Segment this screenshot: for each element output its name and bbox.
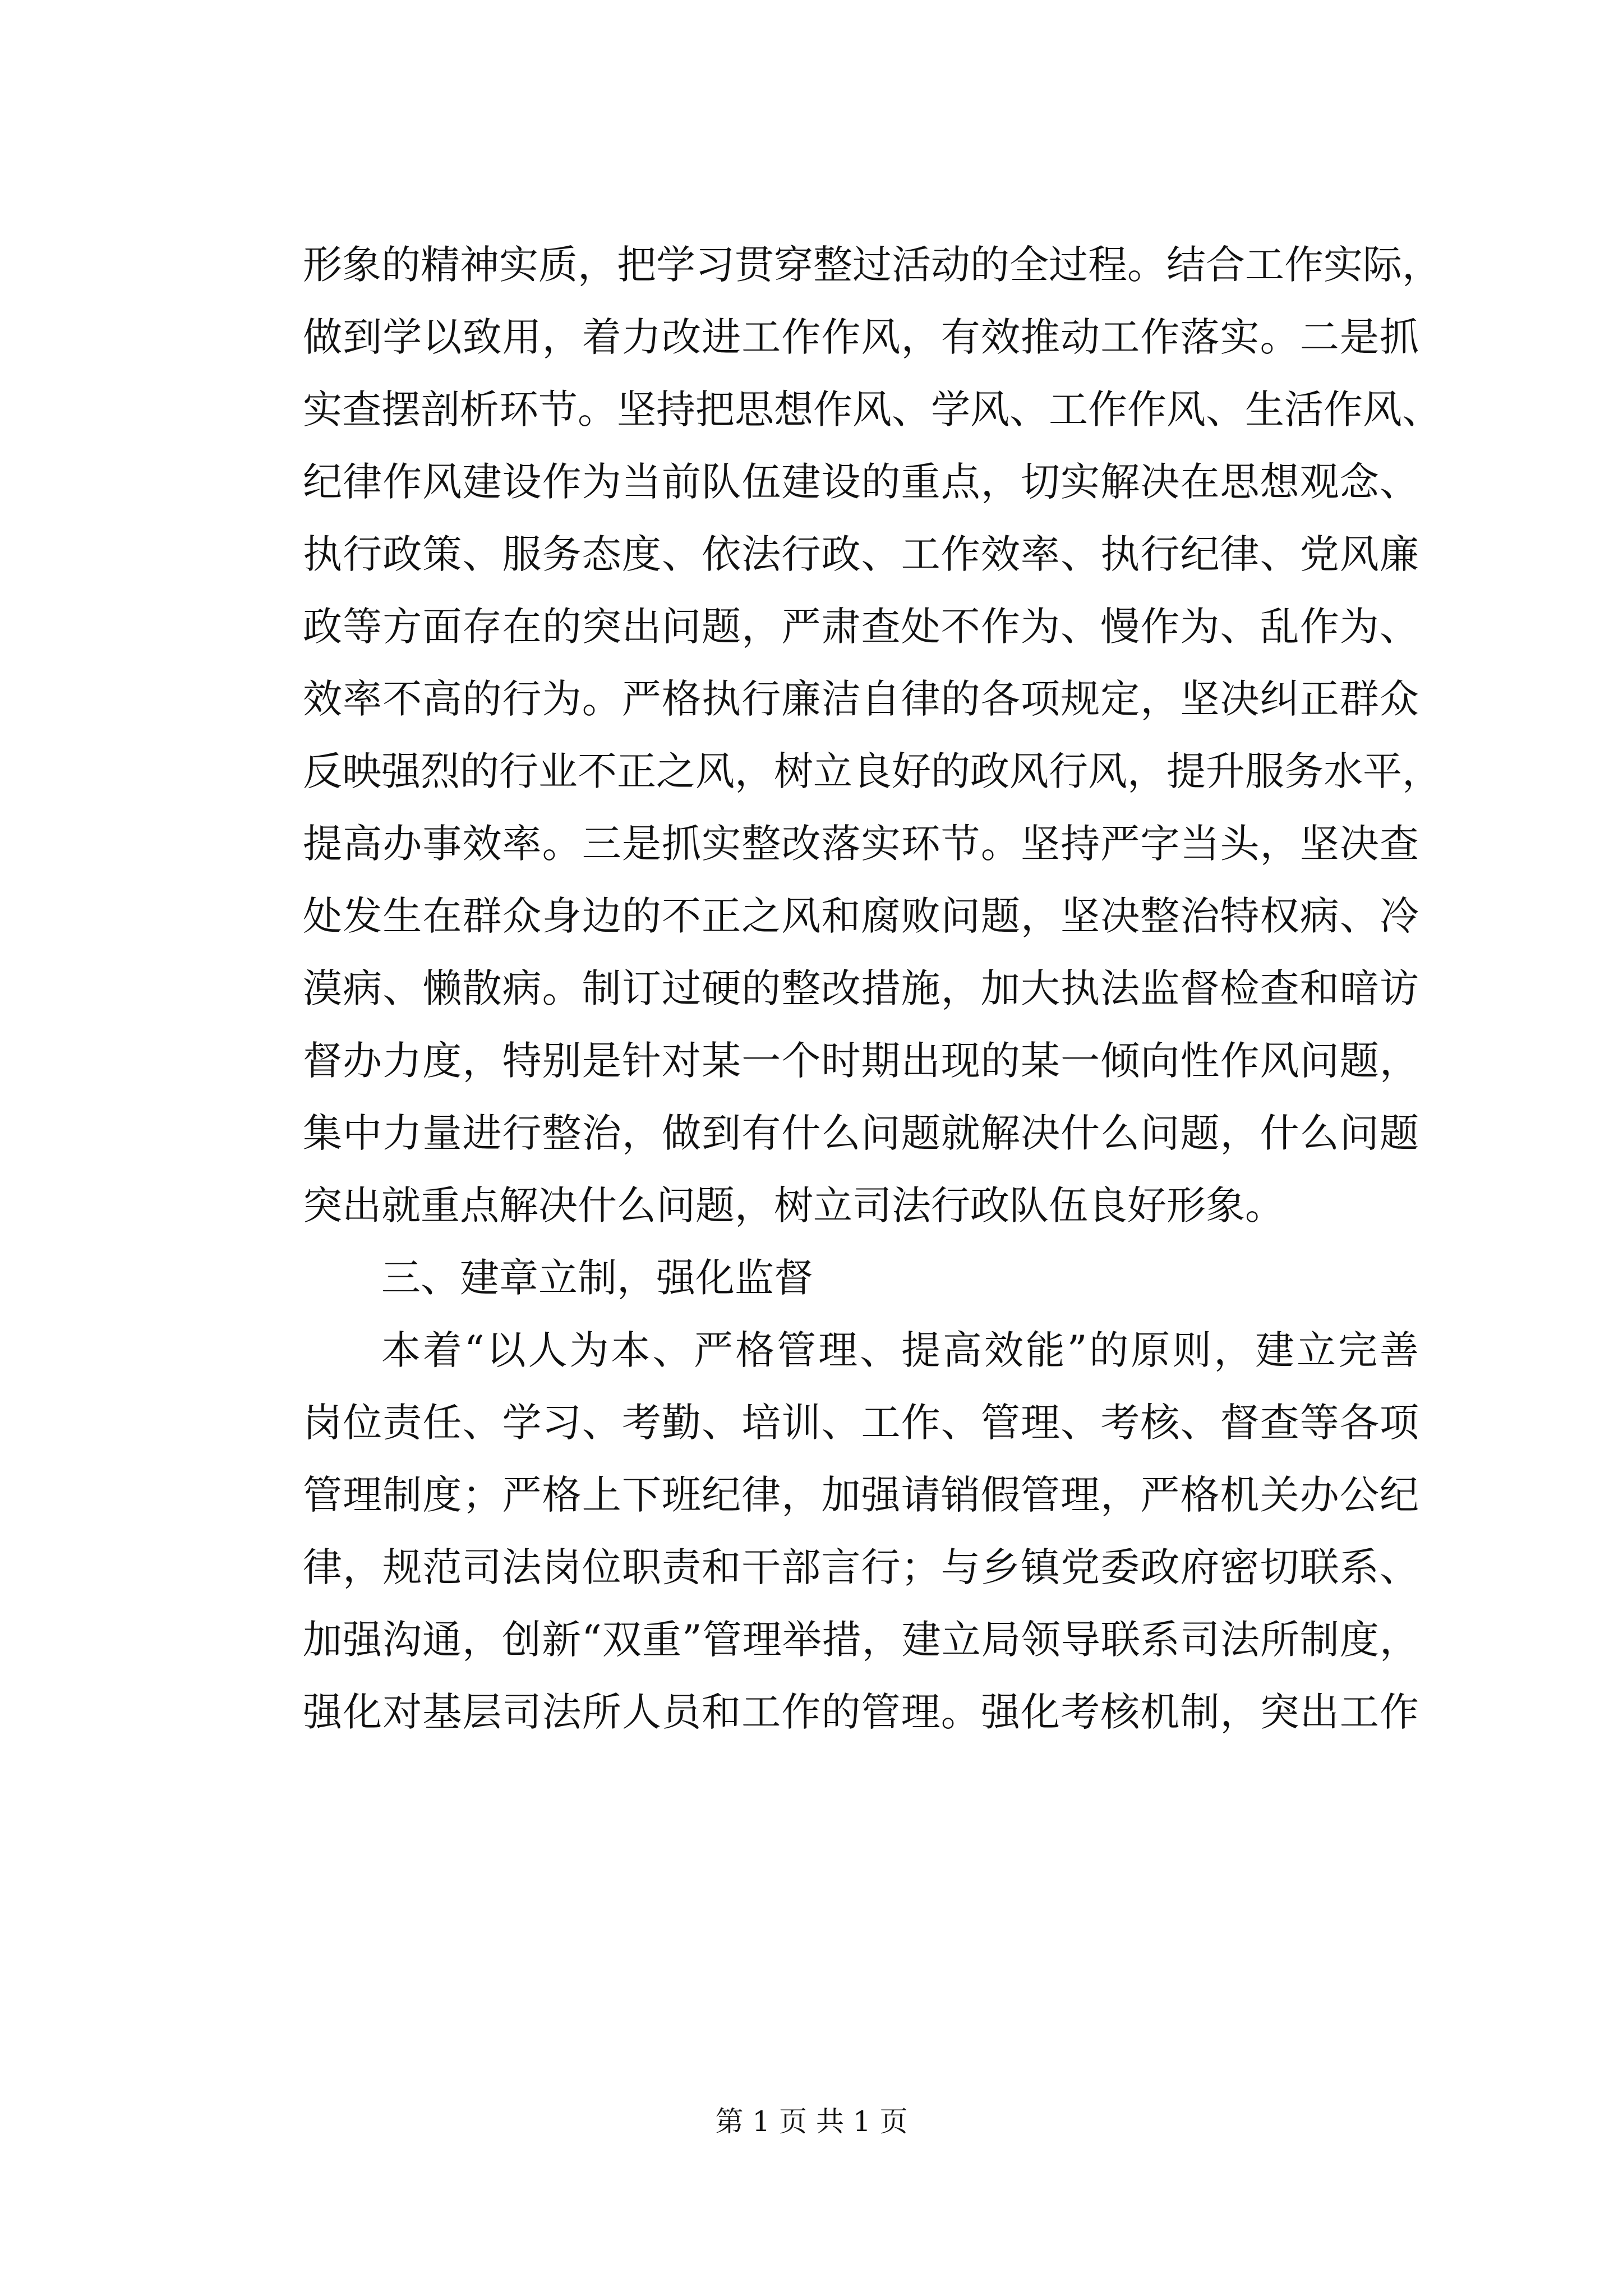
text-line: 处发生在群众身边的不正之风和腐败问题，坚决整治特权病、冷 (303, 893, 1419, 939)
text-line: 纪律作风建设作为当前队伍建设的重点，切实解决在思想观念、 (303, 459, 1419, 505)
paragraph-1 (303, 229, 1441, 1242)
text-line: 律，规范司法岗位职责和干部言行；与乡镇党委政府密切联系、 (303, 1544, 1419, 1590)
text-line: 突出就重点解决什么问题，树立司法行政队伍良好形象。 (303, 1182, 1284, 1228)
text-line: 强化对基层司法所人员和工作的管理。强化考核机制，突出工作 (303, 1689, 1419, 1735)
text-line: 政等方面存在的突出问题，严肃查处不作为、慢作为、乱作为、 (303, 604, 1419, 650)
text-line: 做到学以致用，着力改进工作作风，有效推动工作落实。二是抓 (303, 314, 1419, 360)
text-line: 岗位责任、学习、考勤、培训、工作、管理、考核、督查等各项 (303, 1400, 1419, 1446)
text-line: 实查摆剖析环节。坚持把思想作风、学风、工作作风、生活作风、 (303, 386, 1441, 432)
paragraph-2 (303, 1314, 1419, 1749)
section-heading: 三、建章立制，强化监督 (381, 1255, 813, 1301)
text-line: 集中力量进行整治，做到有什么问题就解决什么问题，什么问题 (303, 1110, 1419, 1156)
text-line: 本着“以人为本、严格管理、提高效能”的原则，建立完善 (381, 1327, 1419, 1373)
text-line: 管理制度；严格上下班纪律，加强请销假管理，严格机关办公纪 (303, 1472, 1419, 1518)
text-line: 提高办事效率。三是抓实整改落实环节。坚持严字当头，坚决查 (303, 821, 1419, 867)
document-body (303, 229, 1441, 1749)
text-line: 督办力度，特别是针对某一个时期出现的某一倾向性作风问题， (303, 1038, 1419, 1084)
text-line: 漠病、懒散病。制订过硬的整改措施，加大执法监督检查和暗访 (303, 965, 1419, 1011)
page-footer: 第 1 页 共 1 页 (715, 2105, 908, 2138)
text-line: 执行政策、服务态度、依法行政、工作效率、执行纪律、党风廉 (303, 531, 1419, 577)
text-line: 效率不高的行为。严格执行廉洁自律的各项规定，坚决纠正群众 (303, 676, 1419, 722)
text-line: 加强沟通，创新“双重”管理举措，建立局领导联系司法所制度， (303, 1617, 1419, 1663)
text-line: 形象的精神实质，把学习贯穿整过活动的全过程。结合工作实际， (303, 242, 1441, 288)
text-line: 反映强烈的行业不正之风，树立良好的政风行风，提升服务水平， (303, 748, 1441, 794)
